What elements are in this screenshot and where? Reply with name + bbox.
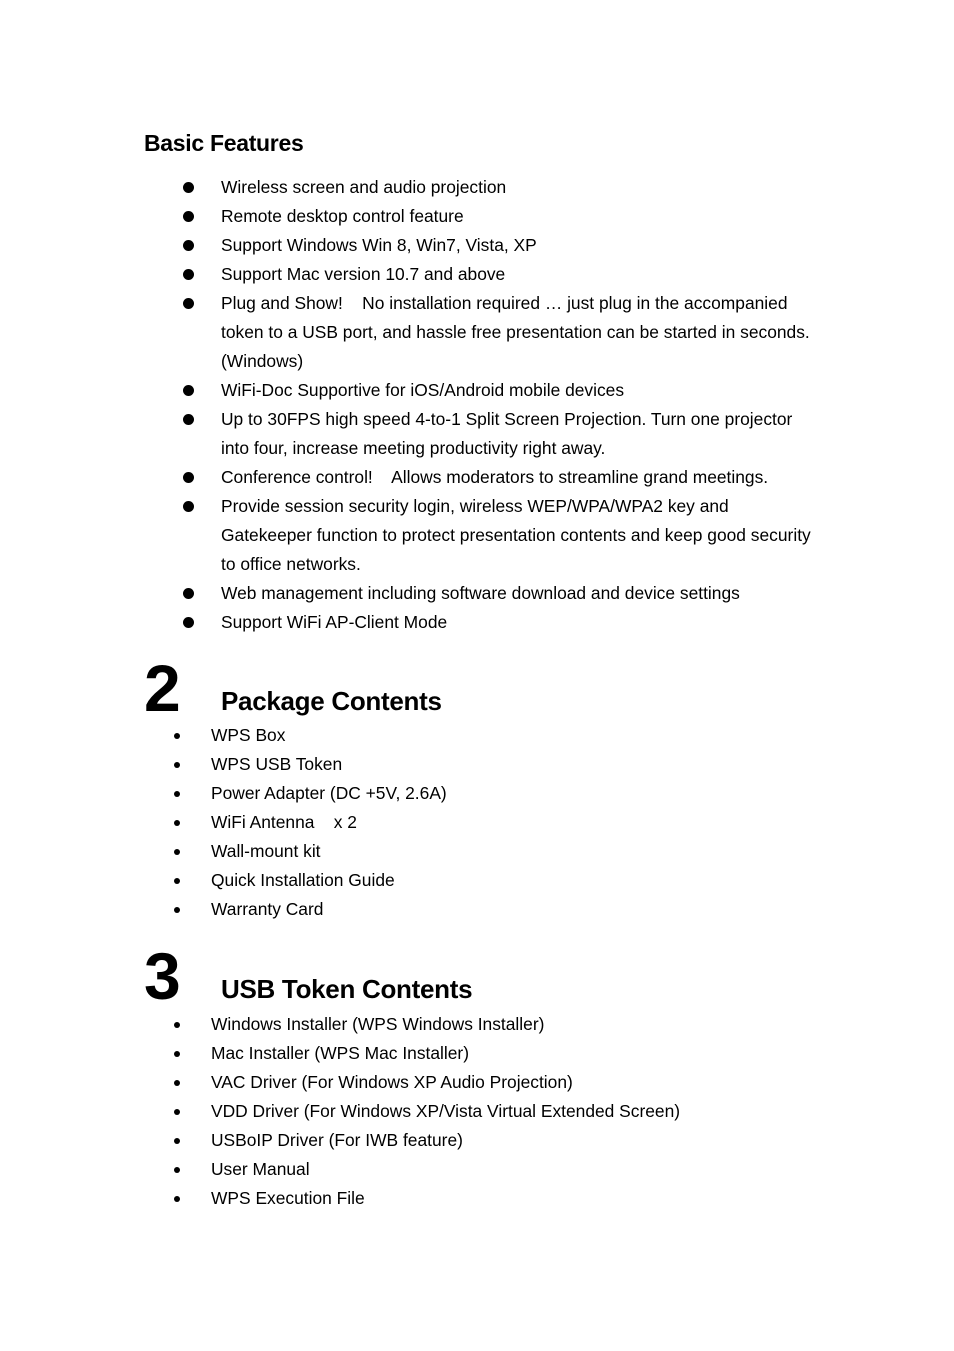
bullet-icon [174, 762, 180, 768]
list-item-text: Support WiFi AP-Client Mode [221, 612, 448, 632]
bullet-icon [183, 211, 194, 222]
bullet-icon [183, 472, 194, 483]
bullet-icon [183, 298, 194, 309]
list-item-text: WiFi Antenna x 2 [211, 812, 357, 832]
bullet-icon [174, 733, 180, 739]
bullet-icon [183, 240, 194, 251]
list-item [0, 866, 954, 895]
usb-token-contents-list [0, 1010, 954, 1213]
list-item-text: Wireless screen and audio projection [221, 177, 507, 197]
bullet-icon [183, 182, 194, 193]
list-item [0, 808, 954, 837]
bullet-icon [183, 414, 194, 425]
list-item-text: VAC Driver (For Windows XP Audio Projection) [211, 1072, 573, 1092]
list-item-text: Plug and Show! No installation required … just plug in the accompanied token to a USB port, and hassle free presentation can be started in seconds. (Windows) [221, 293, 810, 371]
bullet-icon [174, 907, 180, 913]
list-item [0, 289, 816, 376]
bullet-icon [183, 617, 194, 628]
bullet-icon [174, 1196, 180, 1202]
usb-token-contents-title: USB Token Contents [221, 974, 473, 1004]
list-item-text: USBoIP Driver (For IWB feature) [211, 1130, 463, 1150]
list-item [0, 1039, 954, 1068]
list-item [0, 376, 816, 405]
list-item [0, 750, 954, 779]
list-item [0, 405, 816, 463]
list-item-text: Web management including software download and device settings [221, 583, 740, 603]
bullet-icon [183, 588, 194, 599]
bullet-icon [174, 1022, 180, 1028]
list-item [0, 1010, 954, 1039]
list-item [0, 895, 954, 924]
bullet-icon [183, 269, 194, 280]
bullet-icon [183, 501, 194, 512]
list-item [0, 231, 816, 260]
bullet-icon [174, 1167, 180, 1173]
list-item [0, 608, 816, 637]
basic-features-heading: Basic Features [144, 130, 304, 156]
list-item-text: User Manual [211, 1159, 310, 1179]
list-item [0, 1126, 954, 1155]
list-item-text: VDD Driver (For Windows XP/Vista Virtual Extended Screen) [211, 1101, 681, 1121]
list-item [0, 721, 954, 750]
list-item-text: Warranty Card [211, 899, 324, 919]
list-item [0, 1184, 954, 1213]
list-item-text: WiFi-Doc Supportive for iOS/Android mobile devices [221, 380, 625, 400]
list-item-text: Up to 30FPS high speed 4-to-1 Split Screen Projection. Turn one projector into four, increase meeting productivity right away. [221, 409, 793, 458]
list-item-text: Windows Installer (WPS Windows Installer) [211, 1014, 545, 1034]
list-item [0, 260, 816, 289]
list-item [0, 837, 954, 866]
list-item-text: Wall-mount kit [211, 841, 321, 861]
bullet-icon [174, 1051, 180, 1057]
bullet-icon [183, 385, 194, 396]
list-item-text: WPS USB Token [211, 754, 343, 774]
list-item [0, 779, 954, 808]
package-contents-list [0, 721, 954, 924]
list-item-text: Provide session security login, wireless WEP/WPA/WPA2 key and Gatekeeper function to protect presentation contents and keep good security to office networks. [221, 496, 811, 574]
list-item [0, 1155, 954, 1184]
list-item-text: Support Windows Win 8, Win7, Vista, XP [221, 235, 537, 255]
list-item-text: WPS Box [211, 725, 286, 745]
bullet-icon [174, 1138, 180, 1144]
bullet-icon [174, 820, 180, 826]
list-item-text: Remote desktop control feature [221, 206, 464, 226]
bullet-icon [174, 878, 180, 884]
list-item [0, 463, 816, 492]
list-item-text: Support Mac version 10.7 and above [221, 264, 506, 284]
section-number: 3 [144, 939, 181, 1013]
bullet-icon [174, 849, 180, 855]
list-item [0, 1068, 954, 1097]
section-number: 2 [144, 651, 181, 725]
list-item [0, 579, 816, 608]
list-item-text: Mac Installer (WPS Mac Installer) [211, 1043, 470, 1063]
list-item [0, 173, 816, 202]
bullet-icon [174, 1080, 180, 1086]
list-item [0, 1097, 954, 1126]
list-item-text: Power Adapter (DC +5V, 2.6A) [211, 783, 447, 803]
package-contents-title: Package Contents [221, 686, 442, 716]
list-item [0, 492, 816, 579]
list-item-text: Quick Installation Guide [211, 870, 395, 890]
basic-features-list [0, 173, 954, 637]
bullet-icon [174, 1109, 180, 1115]
list-item-text: Conference control! Allows moderators to streamline grand meetings. [221, 467, 769, 487]
list-item [0, 202, 816, 231]
bullet-icon [174, 791, 180, 797]
list-item-text: WPS Execution File [211, 1188, 365, 1208]
